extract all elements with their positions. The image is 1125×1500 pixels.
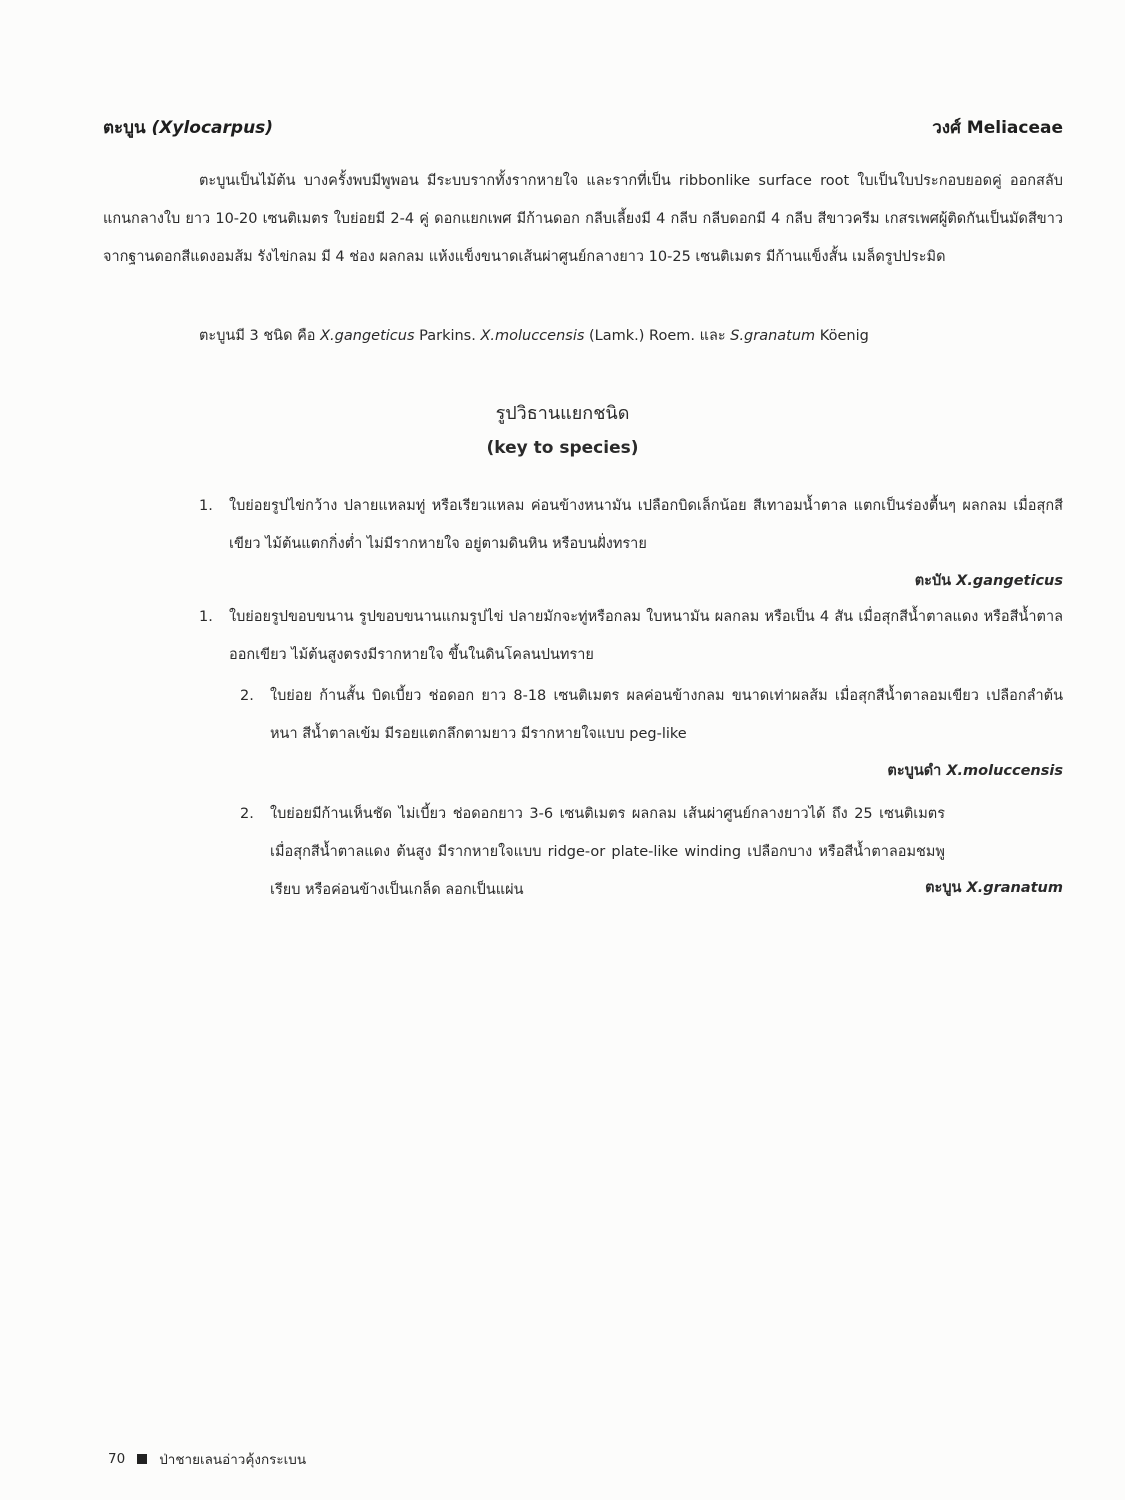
intro-paragraph: ตะบูนเป็นไม้ต้น บางครั้งพบมีพูพอน มีระบบรากทั้งรากหายใจ และรากที่เป็น ribbonlike surface root ใบเป็นใบประกอบยอดคู่ ออกสลับ แกนกลางใบ ยาว 10-20 เซนติเมตร ใบย่อยมี 2-4 คู่ ดอกแยกเพศ มีก้านดอก กลีบเลี้ยงมี 4 กลีบ กลีบดอกมี 4 กลีบ สีขาวครีม เกสรเพศผู้ติดกันเป็นมัดสีขาว จากฐานดอกสีแดงอมส้ม รังไข่กลม มี 4 ช่อง ผลกลม แห้งแข็งขนาดเส้นผ่าศูนย์กลางยาว 10-25 เซนติเมตร มีก้านแข็งสั้น เมล็ดรูปประมิด — [103, 173, 1063, 265]
key-item-number: 1. — [199, 609, 213, 625]
genus-thai: ตะบูน — [103, 117, 146, 138]
key-species-result: ตะบูน X.granatum — [925, 880, 1063, 896]
book-title: ป่าชายเลนอ่าวคุ้งกระเบน — [159, 1452, 307, 1468]
square-bullet-icon — [137, 1454, 147, 1464]
key-item-text: ใบย่อย ก้านสั้น บิดเบี้ยว ช่อดอก ยาว 8-18 เซนติเมตร ผลค่อนข้างกลม ขนาดเท่าผลส้ม เมื่อสุกสีน้ำตาลอมเขียว เปลือกลำต้นหนา สีน้ำตาลเข้ม มีรอยแตกลึกตามยาว มีรากหายใจแบบ peg-like — [270, 688, 1063, 742]
page-number: 70 — [108, 1451, 126, 1467]
family-name: วงศ์ Meliaceae — [932, 117, 1063, 138]
key-item-text: ใบย่อยรูปไข่กว้าง ปลายแหลมทู่ หรือเรียวแหลม ค่อนข้างหนามัน เปลือกบิดเล็กน้อย สีเทาอมน้ำตาล แตกเป็นร่องตื้นๆ ผลกลม เมื่อสุกสีเขียว ไม้ต้นแตกกิ่งต่ำ ไม่มีรากหายใจ อยู่ตามดินหิน หรือบนฝั่งทราย — [229, 498, 1063, 552]
key-subtitle: (key to species) — [486, 438, 639, 458]
key-title: รูปวิธานแยกชนิด — [495, 403, 630, 424]
species-list-line: ตะบูนมี 3 ชนิด คือ X.gangeticus Parkins. X.moluccensis (Lamk.) Roem. และ S.granatum Köenig — [199, 328, 869, 344]
key-item-number: 2. — [240, 806, 254, 822]
page-header — [103, 112, 1063, 142]
genus-heading — [103, 114, 273, 141]
key-item-number: 1. — [199, 498, 213, 514]
genus-latin: (Xylocarpus) — [151, 117, 274, 138]
page-footer — [108, 1448, 306, 1470]
key-item-number: 2. — [240, 688, 254, 704]
key-species-result: ตะบูนดำ X.moluccensis — [887, 763, 1063, 779]
key-species-result: ตะบัน X.gangeticus — [914, 573, 1063, 589]
key-item-text: ใบย่อยรูปขอบขนาน รูปขอบขนานแกมรูปไข่ ปลายมักจะทู่หรือกลม ใบหนามัน ผลกลม หรือเป็น 4 สัน เมื่อสุกสีน้ำตาลแดง หรือสีน้ำตาลออกเขียว ไม้ต้นสูงตรงมีรากหายใจ ขึ้นในดินโคลนปนทราย — [229, 609, 1063, 663]
key-item-text: ใบย่อยมีก้านเห็นชัด ไม่เบี้ยว ช่อดอกยาว 3-6 เซนติเมตร ผลกลม เส้นผ่าศูนย์กลางยาวได้ ถึง 25 เซนติเมตร เมื่อสุกสีน้ำตาลแดง ต้นสูง มีรากหายใจแบบ ridge-or plate-like winding เปลือกบาง หรือสีน้ำตาลอมชมพู เรียบ หรือค่อนข้างเป็นเกล็ด ลอกเป็นแผ่น — [270, 806, 945, 898]
